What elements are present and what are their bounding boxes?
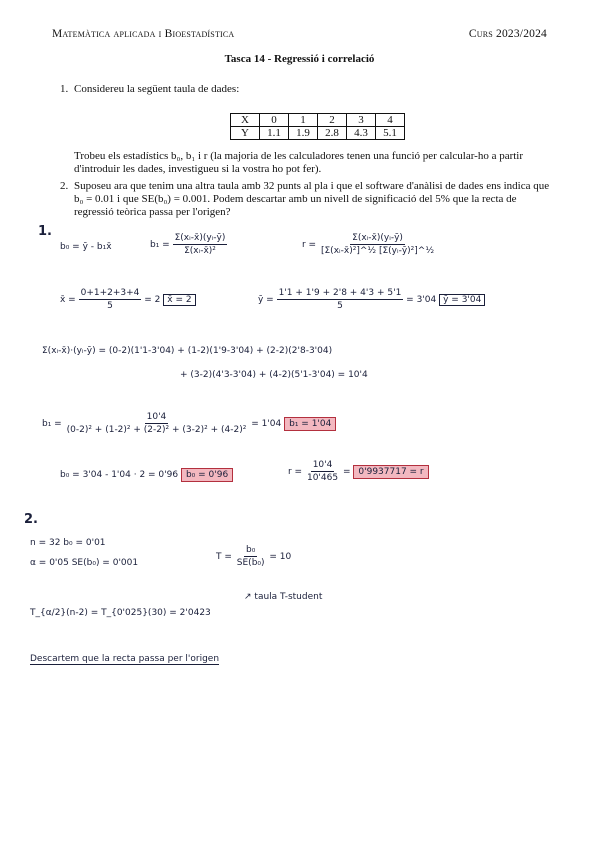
- hw-xbar-eq: = 2: [144, 295, 161, 305]
- table-cell: 4: [376, 114, 405, 127]
- hw-T-eq: = 10: [269, 552, 292, 562]
- data-table-wrap: [230, 113, 405, 140]
- hw-b0-calc-text: b₀ = 3'04 - 1'04 · 2 = 0'96: [60, 470, 179, 480]
- hw-conclusion: Descartem que la recta passa per l'origen: [30, 654, 220, 664]
- hw-r-result-box: 0'9937717 = r: [353, 465, 428, 479]
- hw-ybar-eq: = 3'04: [406, 295, 437, 305]
- hw-ybar-fraction: [277, 288, 404, 311]
- hw-n-line: n = 32 b₀ = 0'01: [30, 538, 106, 548]
- hw-sum-line-2: + (3-2)(4'3-3'04) + (4-2)(5'1-3'04) = 10'4: [180, 370, 368, 380]
- hw-xbar: [60, 288, 196, 311]
- question-1-intro-text: Considereu la següent taula de dades:: [74, 83, 240, 95]
- hw-b1-calc-eq: = 1'04: [251, 419, 282, 429]
- hw-r-calc-num: 10'4: [312, 460, 333, 470]
- arrow-icon: ↗: [244, 592, 252, 602]
- hw-r-calc-fraction: [305, 460, 340, 483]
- table-cell: 1.9: [289, 127, 318, 140]
- hw-b1-calc-num: 10'4: [146, 412, 167, 422]
- page-title: Tasca 14 - Regressió i correlació: [224, 53, 375, 65]
- hw-xbar-box: x̄ = 2: [163, 294, 195, 306]
- hw-b1-calc-den: (0-2)² + (1-2)² + (2-2)² + (3-2)² + (4-2)²: [66, 425, 247, 435]
- table-cell: 5.1: [376, 127, 405, 140]
- table-cell: X: [231, 114, 260, 127]
- hw-alpha-line: α = 0'05 SE(b₀) = 0'001: [30, 558, 139, 568]
- question-1-number: 1.: [60, 83, 69, 95]
- course-term: Curs 2023/2024: [468, 28, 547, 40]
- hw-b0-result-box: b₀ = 0'96: [181, 468, 233, 482]
- question-1-task: Trobeu els estadístics b₀, b₁ i r (la majoria de les calculadores tenen una funció per calcular-ho a partir d'introduir les dades, investigueu si la vostra ho pot fer).: [74, 150, 524, 175]
- hw-b1-result-box: b₁ = 1'04: [284, 417, 336, 431]
- hw-r-calc-lhs: r =: [288, 467, 303, 477]
- hw-b1-formula: [150, 233, 227, 256]
- course-name: Matemàtica aplicada i Bioestadística: [52, 28, 235, 40]
- hw-T-den: SE(b₀): [236, 558, 265, 568]
- hw-xbar-fraction: [79, 288, 142, 311]
- hw-b1-calc: [42, 412, 336, 435]
- page-header: [52, 28, 547, 40]
- hw-sum-line-1: Σ(xᵢ-x̄)·(yᵢ-ȳ) = (0-2)(1'1-3'04) + (1-2)(1'9-3'04) + (2-2)(2'8-3'04): [42, 346, 333, 356]
- table-cell: 2.8: [318, 127, 347, 140]
- hw-b1-fraction: [173, 233, 228, 256]
- hw-label-2: 2.: [24, 512, 38, 527]
- hw-r-num: Σ(xᵢ-x̄)(yᵢ-ȳ): [352, 233, 403, 243]
- hw-T-stat: [216, 545, 291, 568]
- hw-t-crit: T_{α/2}(n-2) = T_{0'025}(30) = 2'0423: [30, 608, 211, 618]
- hw-b1-den: Σ(xᵢ-x̄)²: [184, 246, 216, 256]
- hw-T-fraction: [235, 545, 267, 568]
- hw-T-lhs: T =: [216, 552, 232, 562]
- hw-b1-calc-fraction: [65, 412, 249, 435]
- table-row: [231, 114, 405, 127]
- hw-T-num: b₀: [245, 545, 256, 555]
- hw-xbar-num: 0+1+2+3+4: [80, 288, 140, 298]
- hw-r-formula: [302, 233, 436, 256]
- hw-r-calc-eq: =: [342, 467, 351, 477]
- table-cell: 1.1: [260, 127, 289, 140]
- data-table: [230, 113, 405, 140]
- question-1-intro: [60, 83, 550, 96]
- hw-r-den: [Σ(xᵢ-x̄)²]^½ [Σ(yᵢ-ȳ)²]^½: [320, 246, 435, 256]
- hw-ybar: [258, 288, 485, 311]
- table-cell: 1: [289, 114, 318, 127]
- hw-r-calc-den: 10'465: [306, 473, 339, 483]
- hw-b1-lhs: b₁ =: [150, 240, 170, 250]
- question-2-text: Suposeu ara que tenim una altra taula amb 32 punts al pla i que el software d'anàlisi de dades ens indica que b₀ = 0.01 i que SE(b₀) = 0.001. Podem descartar amb un nivell de significació del 5% que la recta de regressió teòrica passa per l'origen?: [74, 180, 550, 218]
- table-row: [231, 127, 405, 140]
- hw-ybar-num: 1'1 + 1'9 + 2'8 + 4'3 + 5'1: [278, 288, 402, 298]
- table-cell: 3: [347, 114, 376, 127]
- hw-xbar-lhs: x̄ =: [60, 295, 76, 305]
- hw-b1-calc-lhs: b₁ =: [42, 419, 62, 429]
- table-cell: 0: [260, 114, 289, 127]
- hw-b1-num: Σ(xᵢ-x̄)(yᵢ-ȳ): [174, 233, 226, 243]
- table-cell: 4.3: [347, 127, 376, 140]
- hw-r-lhs: r =: [302, 240, 317, 250]
- hw-b0-formula: b₀ = ȳ - b₁x̄: [60, 242, 112, 252]
- hw-label-1: 1.: [38, 224, 52, 239]
- hw-ybar-box: ȳ = 3'04: [439, 294, 485, 306]
- hw-ybar-den: 5: [337, 301, 343, 311]
- hw-r-calc: [288, 460, 429, 483]
- hw-t-table-note: [244, 592, 322, 602]
- question-2-number: 2.: [60, 180, 69, 192]
- hw-r-fraction: [319, 233, 436, 256]
- table-cell: Y: [231, 127, 260, 140]
- question-2: [60, 180, 550, 219]
- hw-t-table-note-text: taula T-student: [254, 592, 323, 602]
- hw-b0-calc: [60, 470, 233, 480]
- hw-ybar-lhs: ȳ =: [258, 295, 274, 305]
- table-cell: 2: [318, 114, 347, 127]
- hw-xbar-den: 5: [107, 301, 113, 311]
